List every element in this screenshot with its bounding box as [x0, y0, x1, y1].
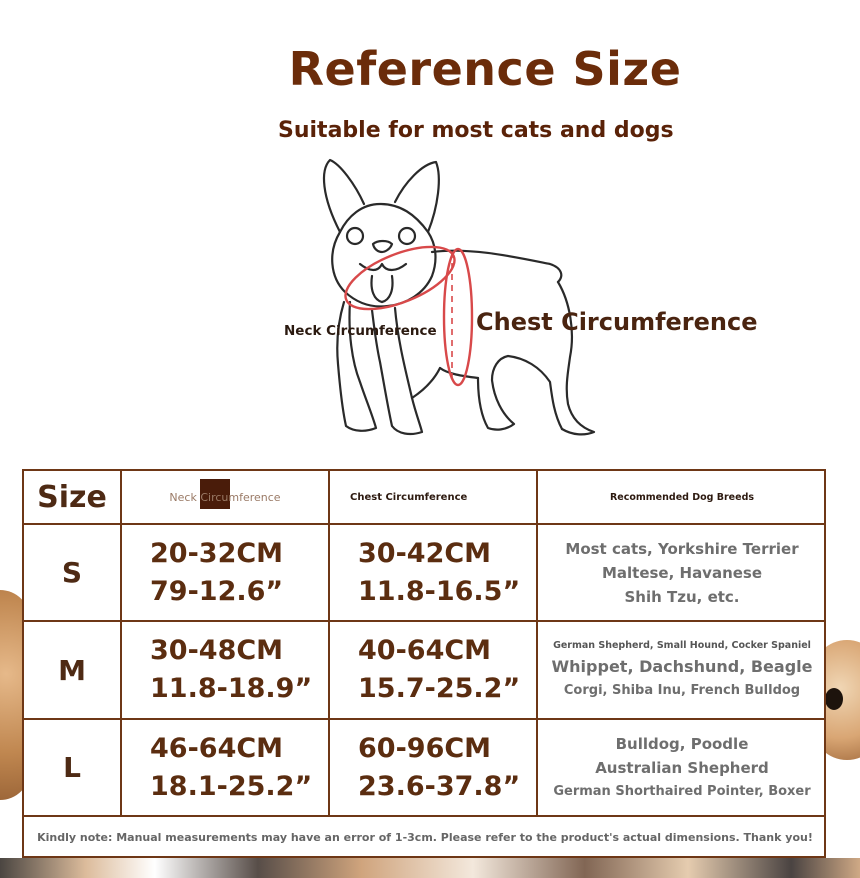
- breed-line: Australian Shepherd: [595, 758, 769, 777]
- neck-cm: 30-48CM: [150, 635, 284, 666]
- chest-in: 23.6-37.8”: [358, 770, 521, 802]
- breed-line: German Shepherd, Small Hound, Cocker Spaniel: [553, 640, 811, 651]
- chest-circumference-label: Chest Circumference: [476, 308, 758, 336]
- header-neck: [169, 491, 280, 504]
- size-cell: M: [58, 653, 86, 687]
- chest-in: 11.8-16.5”: [358, 575, 521, 607]
- neck-in: 11.8-18.9”: [150, 673, 313, 704]
- neck-cm: 46-64CM: [150, 732, 284, 764]
- chest-cm: 30-42CM: [358, 537, 492, 569]
- neck-measure-cell: [122, 525, 328, 620]
- pet-photo-bottom-strip: [0, 858, 860, 878]
- breed-line: Shih Tzu, etc.: [624, 587, 740, 606]
- chest-cm: 60-96CM: [358, 732, 492, 764]
- pet-eye: [825, 688, 843, 710]
- neck-in: 79-12.6”: [150, 575, 284, 607]
- chest-measure-cell: [330, 622, 536, 718]
- size-cell: S: [61, 556, 83, 589]
- neck-in: 18.1-25.2”: [150, 770, 313, 802]
- page-subtitle: Suitable for most cats and dogs: [278, 118, 674, 143]
- header-breeds: Recommended Dog Breeds: [609, 491, 755, 503]
- measurement-note: Kindly note: Manual measurements may have an error of 1-3cm. Please refer to the product's actual dimensions. Thank you!: [37, 830, 813, 844]
- neck-measure-cell: [122, 720, 328, 815]
- breeds-cell: [538, 622, 826, 718]
- chest-measure-cell: [330, 720, 536, 815]
- breed-line: Corgi, Shiba Inu, French Bulldog: [563, 683, 801, 698]
- breed-line: Most cats, Yorkshire Terrier: [565, 539, 799, 558]
- size-cell: L: [63, 751, 81, 784]
- breeds-cell: [538, 525, 826, 620]
- neck-measure-cell: [122, 622, 328, 718]
- chest-measure-cell: [330, 525, 536, 620]
- breed-line: German Shorthaired Pointer, Boxer: [553, 783, 811, 799]
- breeds-cell: [538, 720, 826, 815]
- chest-cm: 40-64CM: [358, 635, 492, 666]
- size-table: [22, 469, 826, 858]
- header-chest: Chest Circumference: [350, 491, 468, 503]
- chest-in: 15.7-25.2”: [358, 673, 521, 704]
- breed-line: Maltese, Havanese: [601, 563, 763, 582]
- page-title: Reference Size: [288, 42, 682, 96]
- neck-cm: 20-32CM: [150, 537, 284, 569]
- breed-line: Bulldog, Poodle: [615, 734, 749, 753]
- dog-outline-illustration: [300, 152, 620, 442]
- breed-line: Whippet, Dachshund, Beagle: [551, 657, 813, 676]
- header-size: Size: [37, 479, 107, 515]
- header-neck-text: Neck Circumference: [169, 490, 281, 504]
- neck-circumference-label: Neck Circumference: [284, 323, 437, 339]
- header-neck-cell: [122, 471, 328, 523]
